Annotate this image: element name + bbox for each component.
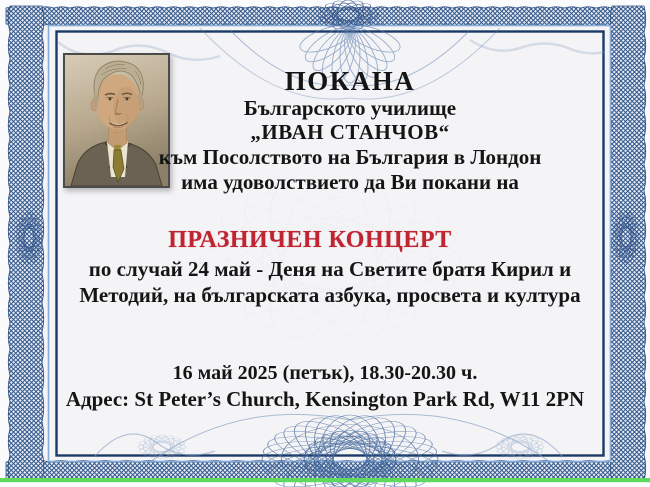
school-line: Българското училище bbox=[243, 96, 457, 120]
event-title: ПРАЗНИЧЕН КОНЦЕРТ bbox=[168, 227, 452, 253]
embassy-line: към Посолството на България в Лондон bbox=[158, 145, 542, 169]
address-line: Адрес: St Peter’s Church, Kensington Park Rd, W11 2PN bbox=[65, 387, 585, 411]
occasion-line-2: Методий, на българската азбука, просвета и култура bbox=[79, 283, 581, 307]
datetime-line: 16 май 2025 (петък), 18.30-20.30 ч. bbox=[172, 362, 478, 384]
school-name-quoted: „ИВАН СТАНЧОВ“ bbox=[250, 120, 450, 144]
invite-line: има удоволствието да Ви покани на bbox=[181, 170, 519, 194]
occasion-line-1: по случай 24 май - Деня на Светите братя Кирил и bbox=[88, 257, 572, 281]
invitation-title: ПОКАНА bbox=[284, 66, 416, 96]
